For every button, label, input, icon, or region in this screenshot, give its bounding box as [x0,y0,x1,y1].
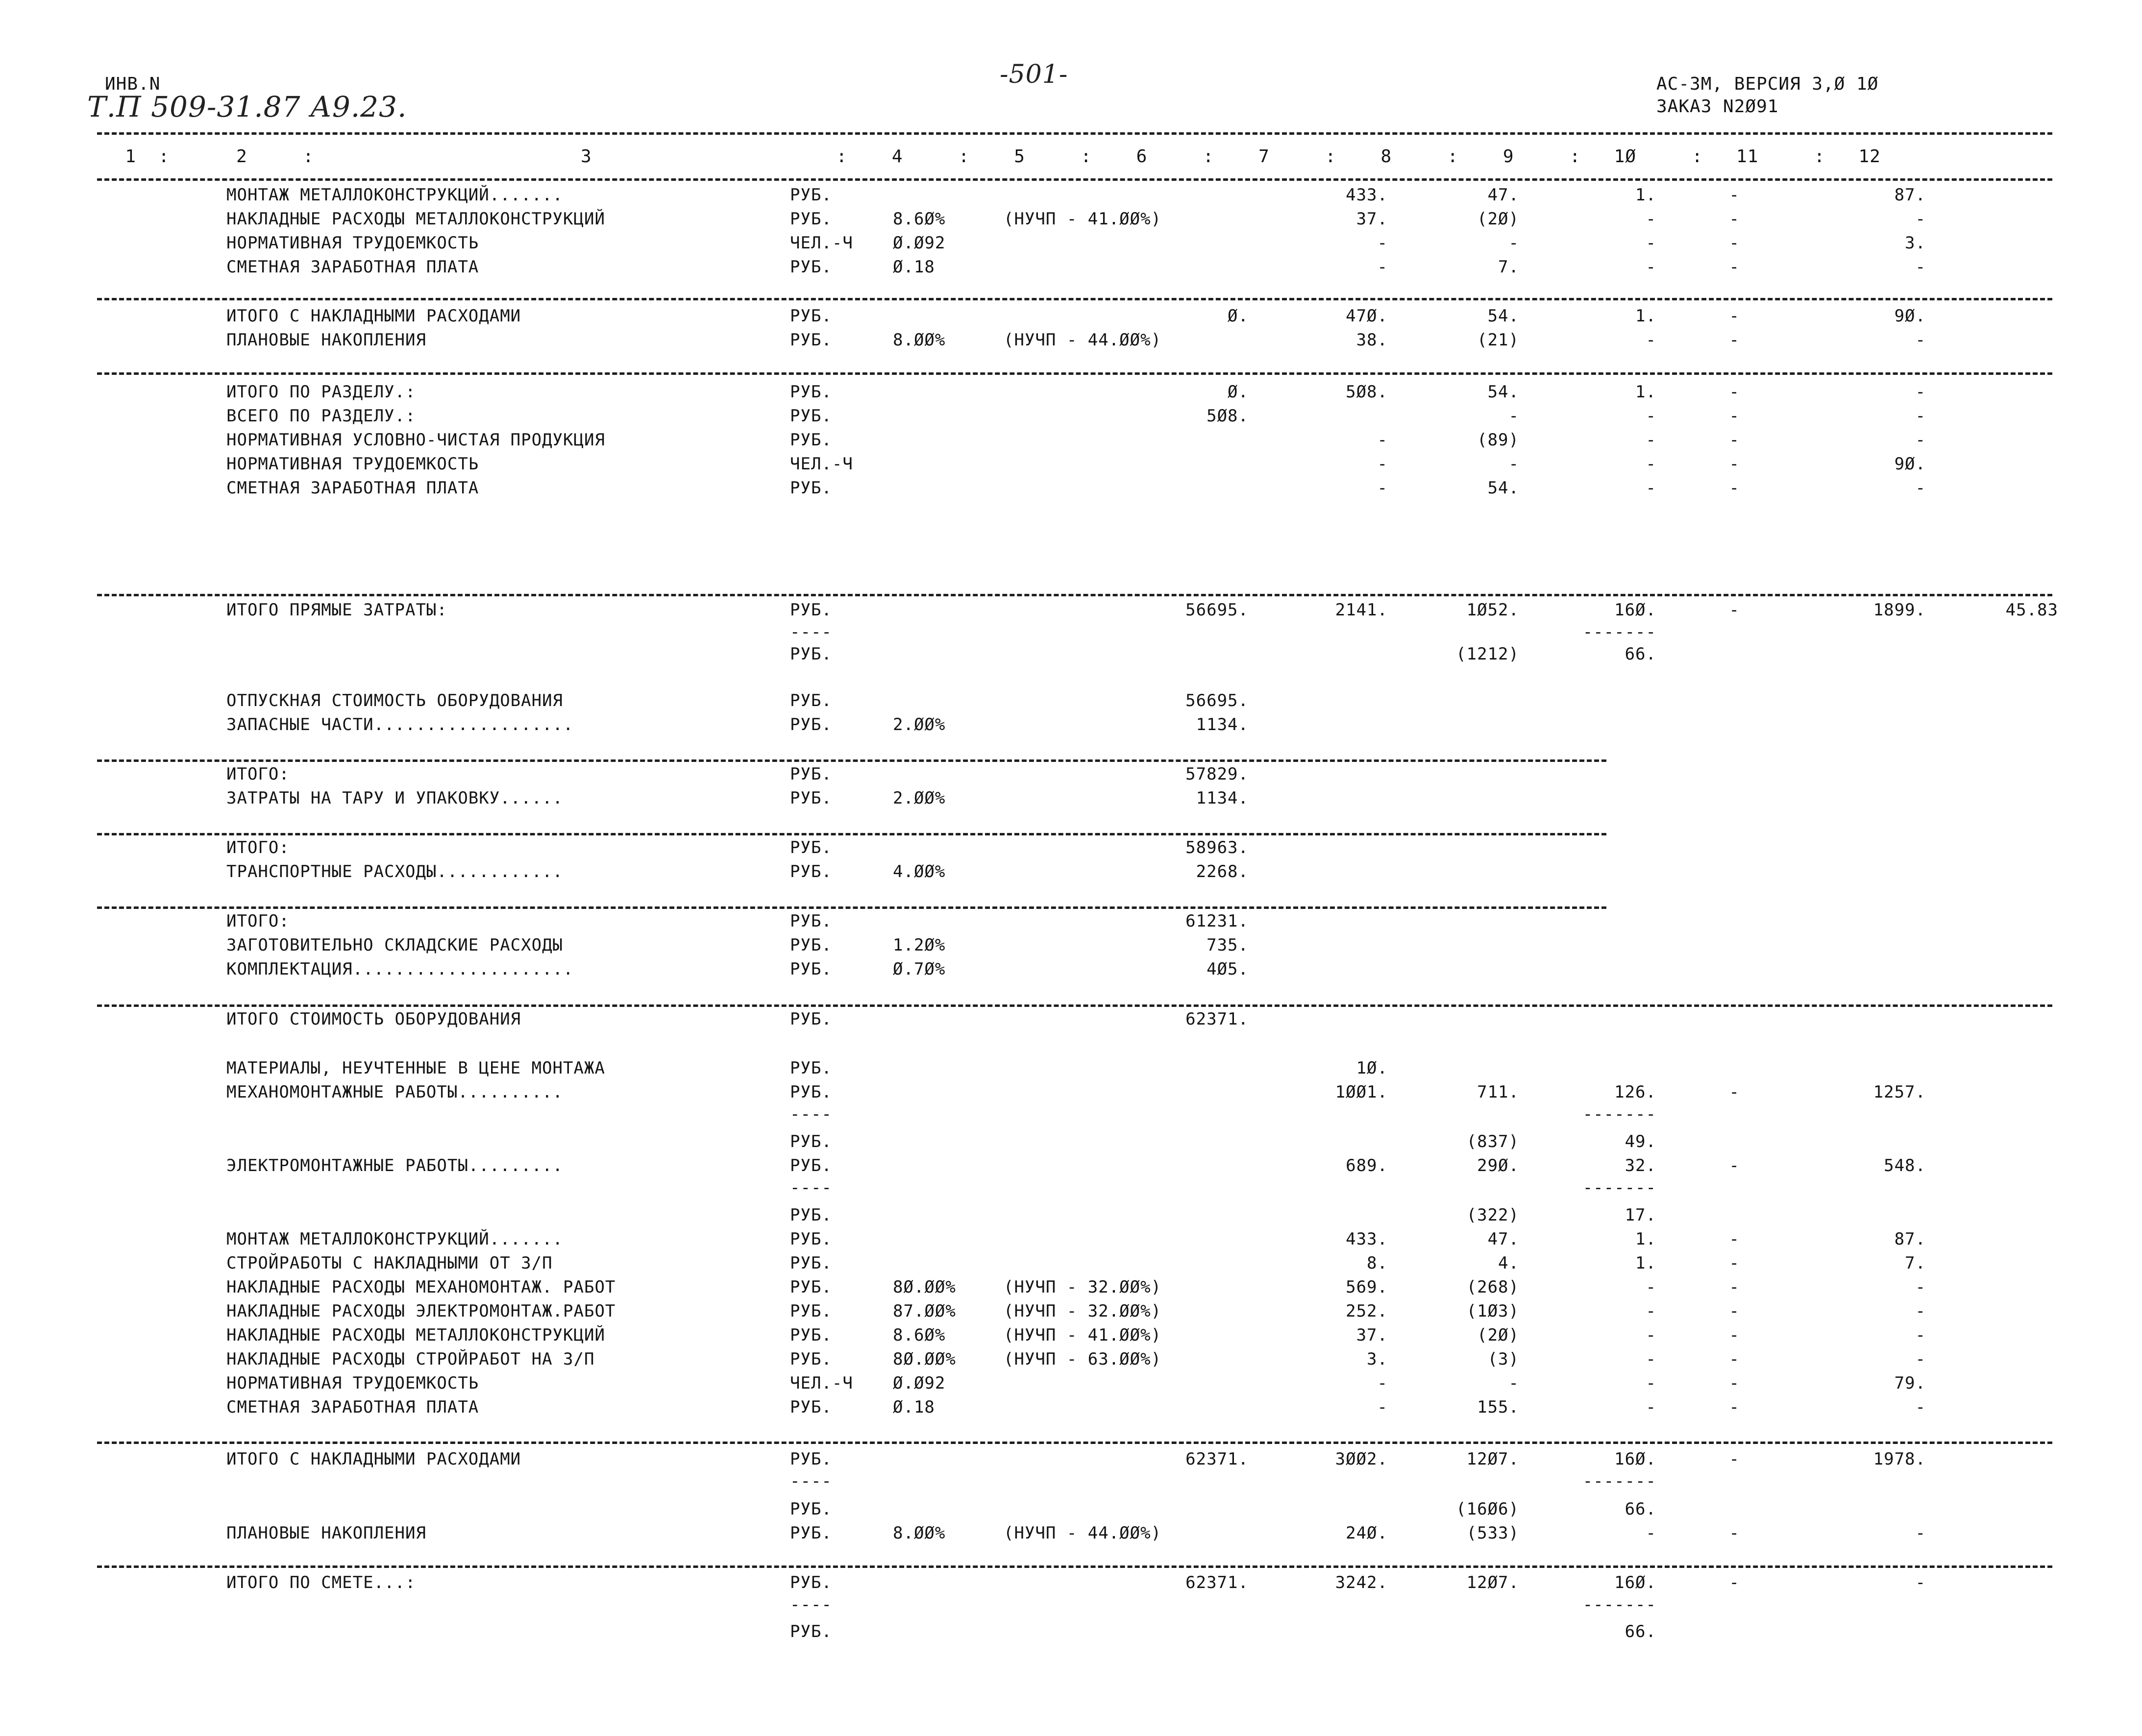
cell-c7: - [1377,1373,1388,1393]
row-unit: РУБ. [790,1449,832,1469]
cell-c8: (533) [1466,1523,1519,1543]
cell-c7: - [1377,430,1388,450]
row-label: ЭЛЕКТРОМОНТАЖНЫЕ РАБОТЫ......... [226,1156,564,1175]
separator-line [97,594,2052,596]
cell-c6: 62371. [1185,1449,1249,1469]
row-label: ЗАТРАТЫ НА ТАРУ И УПАКОВКУ...... [226,788,564,808]
row-label: ПЛАНОВЫЕ НАКОПЛЕНИЯ [226,330,426,350]
row-unit: ---- [790,622,832,642]
row-unit: РУБ. [790,1622,832,1641]
cell-c11: - [1915,1397,1926,1417]
cell-c10: - [1729,478,1740,498]
cell-c5: (НУЧП - 44.ØØ%) [1004,330,1162,350]
cell-c11: - [1915,330,1926,350]
cell-c8: - [1508,406,1519,426]
separator-line [97,298,2052,300]
separator-line [97,178,2052,181]
cell-c9: - [1646,1325,1656,1345]
cell-c4: Ø.Ø92 [893,233,946,253]
cell-c8: (3) [1487,1349,1519,1369]
cell-c10: - [1729,306,1740,326]
row-label: ИТОГО ПРЯМЫЕ ЗАТРАТЫ: [226,600,447,620]
cell-c7: - [1377,454,1388,474]
row-label: НАКЛАДНЫЕ РАСХОДЫ ЭЛЕКТРОМОНТАЖ.РАБОТ [226,1301,616,1321]
cell-c4: 87.ØØ% [893,1301,956,1321]
cell-c6: 56695. [1185,600,1249,620]
cell-c8: (1Ø3) [1466,1301,1519,1321]
cell-c11: 1899. [1873,600,1926,620]
cell-c9: - [1646,1277,1656,1297]
cell-c9: 66. [1625,1622,1656,1641]
cell-c9: 66. [1625,644,1656,664]
separator-line [97,132,2052,135]
row-label: ВСЕГО ПО РАЗДЕЛУ.: [226,406,416,426]
row-unit: РУБ. [790,306,832,326]
row-label: СТРОЙРАБОТЫ С НАКЛАДНЫМИ ОТ З/П [226,1253,553,1273]
cell-c7: - [1377,478,1388,498]
cell-c7: 569. [1346,1277,1388,1297]
cell-c11: 9Ø. [1894,454,1926,474]
cell-c4: 8.6Ø% [893,209,946,229]
row-unit: РУБ. [790,1325,832,1345]
row-unit: ---- [790,1104,832,1124]
cell-c10: - [1729,430,1740,450]
row-label: ИТОГО: [226,764,290,784]
separator-line [97,1565,2052,1568]
cell-c10: - [1729,185,1740,205]
cell-c10: - [1729,1229,1740,1249]
row-label: ЗАПАСНЫЕ ЧАСТИ................... [226,715,574,734]
cell-c10: - [1729,1277,1740,1297]
row-label: НОРМАТИВНАЯ ТРУДОЕМКОСТЬ [226,454,479,474]
cell-c6: 2268. [1196,862,1249,881]
cell-c10: - [1729,233,1740,253]
cell-c8: 711. [1477,1082,1519,1102]
cell-c10: - [1729,1573,1740,1592]
cell-c5: (НУЧП - 63.ØØ%) [1004,1349,1162,1369]
row-label: ИТОГО ПО СМЕТЕ...: [226,1573,416,1592]
cell-c4: 1.2Ø% [893,935,946,955]
cell-c8: 47. [1487,185,1519,205]
cell-c4: 8.ØØ% [893,330,946,350]
cell-c7: - [1377,1397,1388,1417]
row-unit: РУБ. [790,1009,832,1029]
cell-c8: 4. [1498,1253,1519,1273]
row-unit: РУБ. [790,1082,832,1102]
cell-c10: - [1729,454,1740,474]
row-unit: РУБ. [790,644,832,664]
row-unit: РУБ. [790,1499,832,1519]
cell-c11: - [1915,1325,1926,1345]
row-unit: ---- [790,1471,832,1491]
cell-c9: ------- [1582,1595,1656,1614]
row-unit: РУБ. [790,430,832,450]
row-label: НАКЛАДНЫЕ РАСХОДЫ СТРОЙРАБОТ НА З/П [226,1349,595,1369]
cell-c11: - [1915,209,1926,229]
cell-c10: - [1729,1156,1740,1175]
row-label: НОРМАТИВНАЯ ТРУДОЕМКОСТЬ [226,1373,479,1393]
cell-c6: 4Ø5. [1206,959,1249,979]
separator-line [97,833,1606,835]
cell-c7: 689. [1346,1156,1388,1175]
cell-c5: (НУЧП - 41.ØØ%) [1004,1325,1162,1345]
row-label: НОРМАТИВНАЯ ТРУДОЕМКОСТЬ [226,233,479,253]
cell-c11: 548. [1884,1156,1926,1175]
cell-c9: - [1646,233,1656,253]
cell-c9: 16Ø. [1614,1449,1656,1469]
cell-c9: 32. [1625,1156,1656,1175]
row-label: ТРАНСПОРТНЫЕ РАСХОДЫ............ [226,862,564,881]
cell-c7: 2141. [1335,600,1388,620]
cell-c10: - [1729,1373,1740,1393]
cell-c11: 9Ø. [1894,306,1926,326]
row-label: МЕХАНОМОНТАЖНЫЕ РАБОТЫ.......... [226,1082,564,1102]
cell-c4: 2.ØØ% [893,788,946,808]
cell-c9: 16Ø. [1614,1573,1656,1592]
cell-c11: 87. [1894,185,1926,205]
cell-c9: 1. [1635,306,1656,326]
cell-c11: 1257. [1873,1082,1926,1102]
cell-c4: Ø.18 [893,1397,935,1417]
cell-c7: 3ØØ2. [1335,1449,1388,1469]
order-number: ЗАКАЗ N2Ø91 [1656,97,1779,117]
cell-c8: - [1508,1373,1519,1393]
cell-c9: - [1646,330,1656,350]
cell-c10: - [1729,1349,1740,1369]
cell-c10: - [1729,1325,1740,1345]
row-label: ЗАГОТОВИТЕЛЬНО СКЛАДСКИЕ РАСХОДЫ [226,935,564,955]
cell-c10: - [1729,382,1740,402]
row-unit: РУБ. [790,1397,832,1417]
row-label: НОРМАТИВНАЯ УСЛОВНО-ЧИСТАЯ ПРОДУКЦИЯ [226,430,605,450]
cell-c6: Ø. [1228,382,1249,402]
row-unit: РУБ. [790,935,832,955]
cell-c9: - [1646,478,1656,498]
cell-c9: 1. [1635,1229,1656,1249]
cell-c8: 54. [1487,478,1519,498]
cell-c6: 56695. [1185,691,1249,710]
row-label: МОНТАЖ МЕТАЛЛОКОНСТРУКЦИЙ....... [226,1229,564,1249]
cell-c10: - [1729,1397,1740,1417]
cell-c7: 1Ø. [1356,1058,1388,1078]
separator-line [97,906,1606,909]
cell-c10: - [1729,209,1740,229]
row-unit: РУБ. [790,185,832,205]
row-unit: РУБ. [790,406,832,426]
cell-c8: 1Ø52. [1466,600,1519,620]
cell-c11: - [1915,1277,1926,1297]
cell-c9: - [1646,406,1656,426]
cell-c10: - [1729,1523,1740,1543]
cell-c11: 79. [1894,1373,1926,1393]
cell-c9: ------- [1582,1471,1656,1491]
cell-c11: 7. [1905,1253,1926,1273]
cell-c6: Ø. [1228,306,1249,326]
cell-c4: Ø.7Ø% [893,959,946,979]
program-version: АС-3М, ВЕРСИЯ 3,Ø 1Ø [1656,74,1879,94]
cell-c9: - [1646,1523,1656,1543]
cell-c7: 38. [1356,330,1388,350]
cell-c8: 29Ø. [1477,1156,1519,1175]
row-label: КОМПЛЕКТАЦИЯ..................... [226,959,574,979]
row-unit: ЧЕЛ.-Ч [790,233,853,253]
cell-c5: (НУЧП - 44.ØØ%) [1004,1523,1162,1543]
page-number: -501- [1000,60,1068,89]
cell-c8: (268) [1466,1277,1519,1297]
row-unit: ---- [790,1595,832,1614]
cell-c7: 3. [1367,1349,1388,1369]
cell-c7: 433. [1346,185,1388,205]
cell-c11: - [1915,406,1926,426]
row-unit: РУБ. [790,838,832,857]
row-unit: РУБ. [790,257,832,277]
cell-c7: 24Ø. [1346,1523,1388,1543]
cell-c9: - [1646,1349,1656,1369]
row-label: ИТОГО С НАКЛАДНЫМИ РАСХОДАМИ [226,306,521,326]
cell-c6: 1134. [1196,715,1249,734]
cell-c9: ------- [1582,1178,1656,1198]
cell-c9: 1. [1635,382,1656,402]
separator-line [97,372,2052,375]
cell-c5: (НУЧП - 32.ØØ%) [1004,1277,1162,1297]
row-unit: РУБ. [790,478,832,498]
row-unit: ---- [790,1178,832,1198]
cell-c7: 252. [1346,1301,1388,1321]
cell-c8: (837) [1466,1132,1519,1151]
cell-c7: 47Ø. [1346,306,1388,326]
cell-c8: - [1508,233,1519,253]
row-label: ИТОГО: [226,838,290,857]
cell-c11: 1978. [1873,1449,1926,1469]
cell-c6: 62371. [1185,1009,1249,1029]
row-unit: РУБ. [790,600,832,620]
row-unit: РУБ. [790,1349,832,1369]
cell-c4: 2.ØØ% [893,715,946,734]
cell-c4: 8Ø.ØØ% [893,1349,956,1369]
cell-c8: (1212) [1456,644,1519,664]
row-unit: РУБ. [790,788,832,808]
cell-c6: 735. [1206,935,1249,955]
cell-c9: - [1646,1373,1656,1393]
cell-c9: - [1646,1397,1656,1417]
cell-c7: 5Ø8. [1346,382,1388,402]
cell-c11: - [1915,1573,1926,1592]
cell-c7: 433. [1346,1229,1388,1249]
cell-c10: - [1729,1449,1740,1469]
cell-c9: 16Ø. [1614,600,1656,620]
cell-c8: (2Ø) [1477,209,1519,229]
row-unit: РУБ. [790,959,832,979]
row-unit: РУБ. [790,1229,832,1249]
row-label: ИТОГО СТОИМОСТЬ ОБОРУДОВАНИЯ [226,1009,521,1029]
cell-c11: - [1915,1349,1926,1369]
cell-c10: - [1729,406,1740,426]
cell-c8: (2Ø) [1477,1325,1519,1345]
cell-c8: 54. [1487,306,1519,326]
row-unit: ЧЕЛ.-Ч [790,454,853,474]
cell-c11: - [1915,1523,1926,1543]
cell-c10: - [1729,1301,1740,1321]
cell-c7: 37. [1356,209,1388,229]
cell-c8: (21) [1477,330,1519,350]
handwritten-reference: Т.П 509-31.87 А9.23. [87,90,407,123]
row-unit: РУБ. [790,715,832,734]
cell-c6: 62371. [1185,1573,1249,1592]
cell-c11: - [1915,430,1926,450]
cell-c7: 8. [1367,1253,1388,1273]
cell-c10: - [1729,257,1740,277]
row-unit: РУБ. [790,1205,832,1225]
cell-c4: 4.ØØ% [893,862,946,881]
cell-c12: 45.83 [2005,600,2058,620]
cell-c9: - [1646,454,1656,474]
cell-c8: (322) [1466,1205,1519,1225]
separator-line [97,1442,2052,1444]
cell-c5: (НУЧП - 41.ØØ%) [1004,209,1162,229]
row-label: СМЕТНАЯ ЗАРАБОТНАЯ ПЛАТА [226,257,479,277]
cell-c8: - [1508,454,1519,474]
cell-c10: - [1729,1253,1740,1273]
row-unit: РУБ. [790,1253,832,1273]
row-unit: РУБ. [790,1277,832,1297]
cell-c4: 8.ØØ% [893,1523,946,1543]
cell-c7: - [1377,257,1388,277]
row-label: ИТОГО: [226,911,290,931]
cell-c9: 17. [1625,1205,1656,1225]
cell-c9: 126. [1614,1082,1656,1102]
cell-c9: ------- [1582,1104,1656,1124]
cell-c6: 58963. [1185,838,1249,857]
cell-c11: - [1915,1301,1926,1321]
inventory-label: ИНВ.N [105,74,161,94]
separator-line [97,759,1606,762]
cell-c6: 5Ø8. [1206,406,1249,426]
row-label: СМЕТНАЯ ЗАРАБОТНАЯ ПЛАТА [226,478,479,498]
cell-c9: 1. [1635,185,1656,205]
cell-c7: 37. [1356,1325,1388,1345]
cell-c9: 1. [1635,1253,1656,1273]
cell-c11: 87. [1894,1229,1926,1249]
cell-c7: 1ØØ1. [1335,1082,1388,1102]
cell-c8: 12Ø7. [1466,1449,1519,1469]
separator-line [97,1004,2052,1007]
row-label: ПЛАНОВЫЕ НАКОПЛЕНИЯ [226,1523,426,1543]
cell-c9: - [1646,209,1656,229]
row-label: МАТЕРИАЛЫ, НЕУЧТЕННЫЕ В ЦЕНЕ МОНТАЖА [226,1058,605,1078]
row-unit: РУБ. [790,1573,832,1592]
row-unit: РУБ. [790,382,832,402]
cell-c6: 1134. [1196,788,1249,808]
row-label: НАКЛАДНЫЕ РАСХОДЫ МЕХАНОМОНТАЖ. РАБОТ [226,1277,616,1297]
row-unit: РУБ. [790,330,832,350]
cell-c9: - [1646,1301,1656,1321]
cell-c5: (НУЧП - 32.ØØ%) [1004,1301,1162,1321]
cell-c8: 155. [1477,1397,1519,1417]
cell-c4: Ø.18 [893,257,935,277]
row-label: СМЕТНАЯ ЗАРАБОТНАЯ ПЛАТА [226,1397,479,1417]
row-unit: РУБ. [790,1523,832,1543]
cell-c10: - [1729,1082,1740,1102]
cell-c9: - [1646,257,1656,277]
cell-c8: (89) [1477,430,1519,450]
row-label: НАКЛАДНЫЕ РАСХОДЫ МЕТАЛЛОКОНСТРУКЦИЙ [226,209,605,229]
cell-c8: 47. [1487,1229,1519,1249]
cell-c9: ------- [1582,622,1656,642]
row-label: ИТОГО ПО РАЗДЕЛУ.: [226,382,416,402]
cell-c6: 57829. [1185,764,1249,784]
cell-c10: - [1729,330,1740,350]
row-unit: РУБ. [790,1132,832,1151]
row-label: ОТПУСКНАЯ СТОИМОСТЬ ОБОРУДОВАНИЯ [226,691,564,710]
cell-c6: 61231. [1185,911,1249,931]
column-header-row: 1 : 2 : 3 : 4 : 5 : 6 : 7 : 8 : 9 : 1Ø : 11 : 12 [103,147,1881,167]
row-unit: РУБ. [790,764,832,784]
cell-c7: - [1377,233,1388,253]
cell-c8: 12Ø7. [1466,1573,1519,1592]
row-label: МОНТАЖ МЕТАЛЛОКОНСТРУКЦИЙ....... [226,185,564,205]
cell-c8: 54. [1487,382,1519,402]
cell-c11: - [1915,382,1926,402]
row-label: ИТОГО С НАКЛАДНЫМИ РАСХОДАМИ [226,1449,521,1469]
row-unit: РУБ. [790,862,832,881]
cell-c9: 49. [1625,1132,1656,1151]
cell-c7: 3242. [1335,1573,1388,1592]
cell-c10: - [1729,600,1740,620]
row-unit: ЧЕЛ.-Ч [790,1373,853,1393]
row-unit: РУБ. [790,1156,832,1175]
cell-c4: 8.6Ø% [893,1325,946,1345]
cell-c11: - [1915,478,1926,498]
cell-c8: 7. [1498,257,1519,277]
cell-c11: - [1915,257,1926,277]
row-unit: РУБ. [790,911,832,931]
cell-c4: Ø.Ø92 [893,1373,946,1393]
cell-c9: 66. [1625,1499,1656,1519]
cell-c8: (16Ø6) [1456,1499,1519,1519]
row-label: НАКЛАДНЫЕ РАСХОДЫ МЕТАЛЛОКОНСТРУКЦИЙ [226,1325,605,1345]
row-unit: РУБ. [790,209,832,229]
cell-c4: 8Ø.ØØ% [893,1277,956,1297]
row-unit: РУБ. [790,691,832,710]
row-unit: РУБ. [790,1058,832,1078]
cell-c9: - [1646,430,1656,450]
cell-c11: 3. [1905,233,1926,253]
row-unit: РУБ. [790,1301,832,1321]
